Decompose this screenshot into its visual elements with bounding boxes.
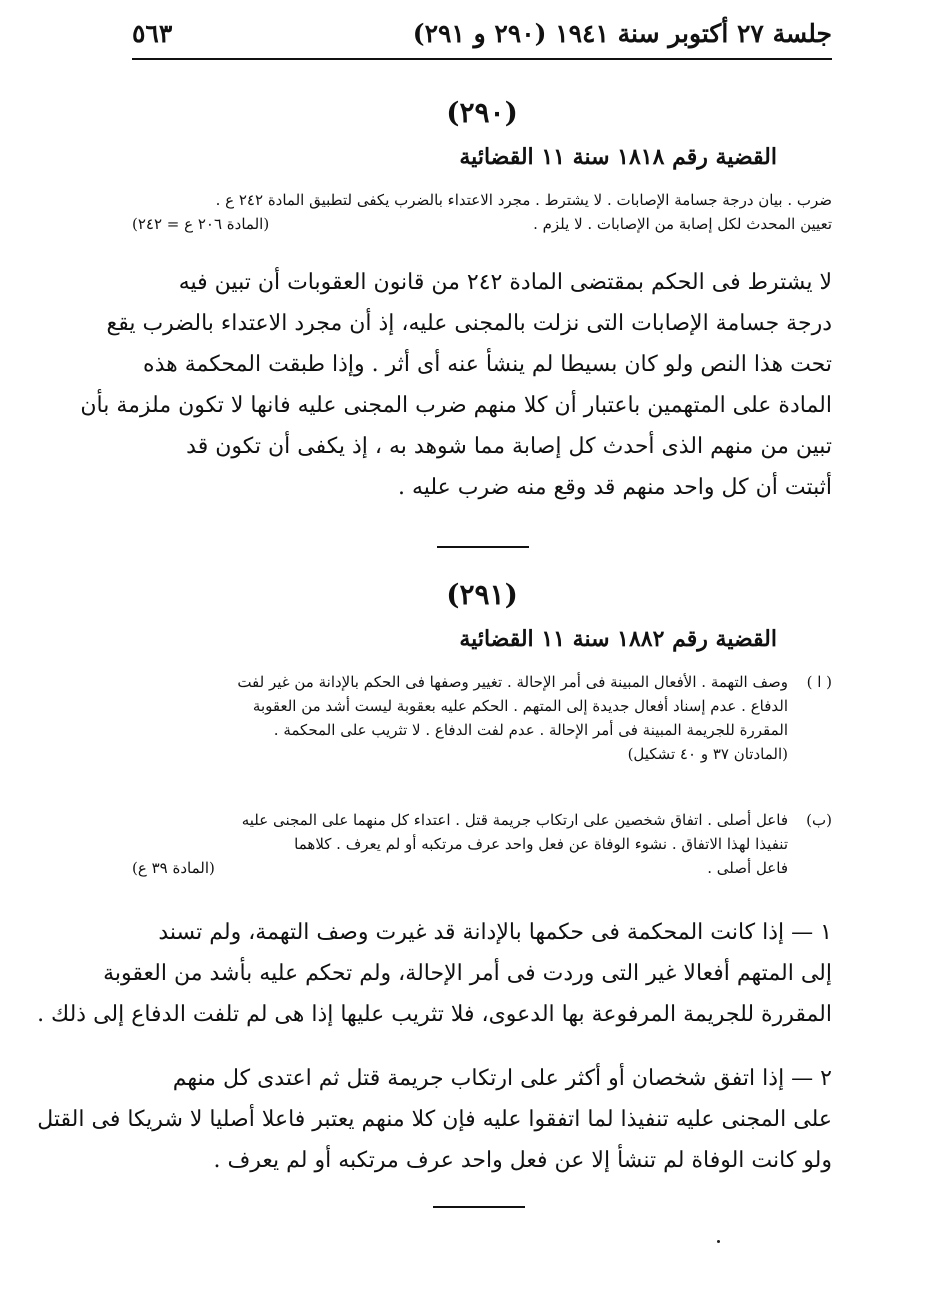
- body-line: أثبتت أن كل واحد منهم قد وقع منه ضرب عليه .: [397, 475, 832, 500]
- article-reference: (المادة ٢٠٦ ع = ٢٤٢): [132, 215, 270, 233]
- body-line: على المجنى عليه تنفيذا لما اتفقوا عليه فإن كلا منهم يعتبر فاعلا أصليا لا شريكا فى القتل: [37, 1107, 832, 1132]
- summary-line: المقررة للجريمة المبينة فى أمر الإحالة . عدم لفت الدفاع . لا تثريب على المحكمة .: [273, 721, 788, 739]
- summary-line: [132, 212, 832, 236]
- end-divider: [433, 1206, 525, 1208]
- summary-label: ( ا ): [806, 673, 832, 691]
- body-line: درجة جسامة الإصابات التى نزلت بالمجنى عليه، إذ أن مجرد الاعتداء بالضرب يقع: [106, 311, 832, 336]
- case-291-summary-a: [132, 670, 832, 766]
- summary-line: [132, 856, 832, 880]
- article-reference: (المادتان ٣٧ و ٤٠ تشكيل): [627, 745, 788, 763]
- running-header: [132, 14, 832, 52]
- body-line: تبين من منهم الذى أحدث كل إصابة مما شوهد به ، إذ يكفى أن تكون قد: [186, 434, 832, 459]
- body-line: المقررة للجريمة المرفوعة بها الدعوى، فلا تثريب عليها إذا هى لم تلفت الدفاع إلى ذلك .: [37, 1002, 832, 1027]
- case-291-body-2: [37, 1058, 832, 1181]
- header-rule: [132, 58, 832, 60]
- body-line: ٢ — إذا اتفق شخصان أو أكثر على ارتكاب جريمة قتل ثم اعتدى كل منهم: [172, 1066, 832, 1091]
- body-line: ولو كانت الوفاة لم تنشأ إلا عن فعل واحد عرف مرتكبه أو لم يعرف .: [213, 1148, 832, 1173]
- summary-line: [132, 808, 832, 832]
- case-290-number: (٢٩٠): [446, 96, 518, 129]
- summary-text: تعيين المحدث لكل إصابة من الإصابات . لا يلزم .: [533, 215, 832, 233]
- case-291-number: (٢٩١): [446, 578, 518, 611]
- case-291-body-1: [37, 912, 832, 1035]
- page-number: ٥٦٣: [132, 18, 173, 48]
- summary-line: ضرب . بيان درجة جسامة الإصابات . لا يشترط . مجرد الاعتداء بالضرب يكفى لتطبيق المادة ٢٤٢ ع .: [215, 191, 832, 209]
- summary-label: (ب): [806, 811, 832, 829]
- body-line: المادة على المتهمين باعتبار أن كلا منهم ضرب المجنى عليه فانها لا تكون ملزمة بأن: [80, 393, 832, 418]
- article-reference: (المادة ٣٩ ع): [132, 859, 215, 877]
- section-divider: [437, 546, 529, 548]
- body-line: إلى المتهم أفعالا غير التى وردت فى أمر الإحالة، ولم تحكم عليه بأشد من العقوبة: [103, 961, 832, 986]
- case-290-body: [80, 262, 832, 508]
- case-291-summary-b: [132, 808, 832, 880]
- case-291-reference: القضية رقم ١٨٨٢ سنة ١١ القضائية: [459, 626, 777, 652]
- summary-text: فاعل أصلى . اتفاق شخصين على ارتكاب جريمة قتل . اعتداء كل منهما على المجنى عليه: [241, 811, 788, 829]
- case-290-reference: القضية رقم ١٨١٨ سنة ١١ القضائية: [459, 144, 777, 170]
- body-line: ١ — إذا كانت المحكمة فى حكمها بالإدانة قد غيرت وصف التهمة، ولم تسند: [158, 920, 832, 945]
- scan-speck: [717, 1240, 720, 1243]
- summary-line: الدفاع . عدم إسناد أفعال جديدة إلى المتهم . الحكم عليه بعقوبة ليست أشد من العقوبة: [252, 697, 788, 715]
- summary-line: تنفيذا لهذا الاتفاق . نشوء الوفاة عن فعل واحد عرف مرتكبه أو لم يعرف . كلاهما: [294, 835, 788, 853]
- summary-line: [132, 670, 832, 694]
- summary-text: فاعل أصلى .: [707, 859, 788, 877]
- summary-text: وصف التهمة . الأفعال المبينة فى أمر الإحالة . تغيير وصفها فى الحكم بالإدانة من غير لفت: [237, 673, 788, 691]
- body-line: لا يشترط فى الحكم بمقتضى المادة ٢٤٢ من قانون العقوبات أن تبين فيه: [178, 270, 832, 295]
- body-line: تحت هذا النص ولو كان بسيطا لم ينشأ عنه أى أثر . وإذا طبقت المحكمة هذه: [143, 352, 832, 377]
- case-290-summary: [132, 188, 832, 236]
- running-title: جلسة ٢٧ أكتوبر سنة ١٩٤١ (٢٩٠ و ٢٩١): [412, 18, 832, 48]
